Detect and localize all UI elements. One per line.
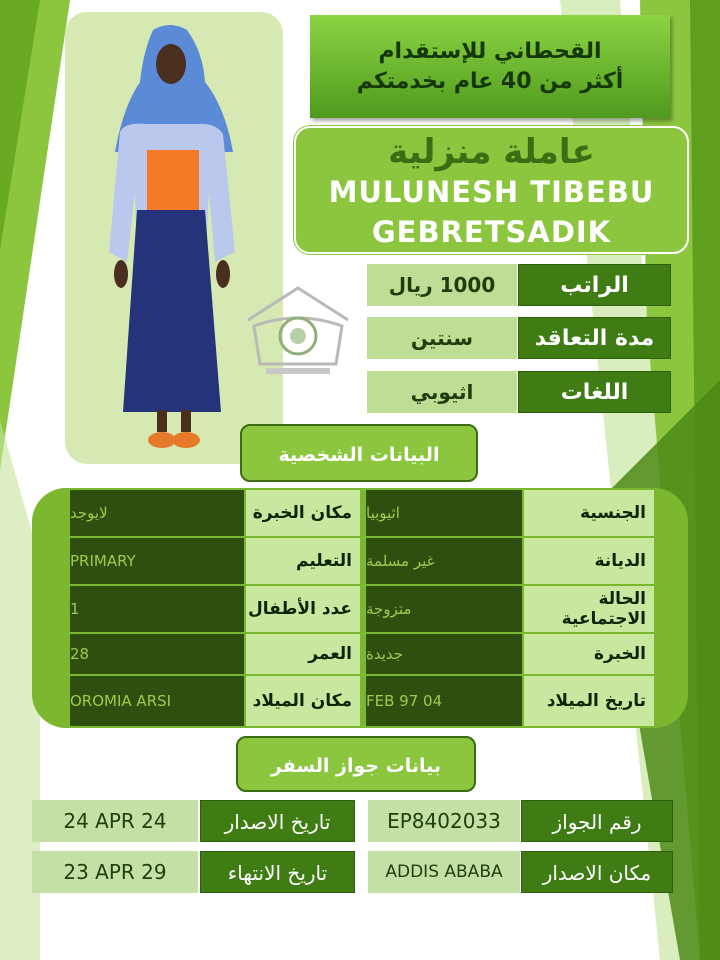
experience-value: جديدة bbox=[366, 634, 522, 674]
age-label: العمر bbox=[246, 634, 360, 674]
children-count-value: 1 bbox=[70, 586, 244, 632]
marital-status-label: الحالة الاجتماعية bbox=[524, 586, 654, 632]
expiry-date-label: تاريخ الانتهاء bbox=[200, 851, 355, 893]
age-value: 28 bbox=[70, 634, 244, 674]
marital-status-value: متزوجة bbox=[366, 586, 522, 632]
education-value: PRIMARY bbox=[70, 538, 244, 584]
children-count-label: عدد الأطفال bbox=[246, 586, 360, 632]
personal-data-title: البيانات الشخصية bbox=[240, 424, 478, 482]
education-label: التعليم bbox=[246, 538, 360, 584]
expiry-date-value: 23 APR 29 bbox=[32, 851, 198, 893]
experience-place-label: مكان الخبرة bbox=[246, 490, 360, 536]
worker-name-card bbox=[294, 126, 689, 254]
worker-photo bbox=[65, 12, 283, 464]
issue-date-label: تاريخ الاصدار bbox=[200, 800, 355, 842]
contract-duration-value: سنتين bbox=[367, 317, 517, 359]
experience-label: الخبرة bbox=[524, 634, 654, 674]
worker-name-line2: GEBRETSADIK bbox=[371, 215, 612, 249]
religion-label: الديانة bbox=[524, 538, 654, 584]
job-title: عاملة منزلية bbox=[388, 132, 595, 172]
agency-name: القحطاني للإستقدام bbox=[378, 39, 602, 64]
nationality-value: اثيوبيا bbox=[366, 490, 522, 536]
birth-date-label: تاريخ الميلاد bbox=[524, 676, 654, 726]
passport-number-label: رقم الجواز bbox=[521, 800, 673, 842]
issue-place-value: ADDIS ABABA bbox=[368, 851, 520, 893]
experience-place-value: لايوجد bbox=[70, 490, 244, 536]
passport-number-value: EP8402033 bbox=[368, 800, 520, 842]
photo-panel bbox=[65, 12, 283, 464]
issue-place-label: مكان الاصدار bbox=[521, 851, 673, 893]
salary-value: 1000 ريال bbox=[367, 264, 517, 306]
issue-date-value: 24 APR 24 bbox=[32, 800, 198, 842]
agency-logo-watermark bbox=[236, 280, 360, 380]
birth-place-label: مكان الميلاد bbox=[246, 676, 360, 726]
agency-header bbox=[310, 15, 670, 118]
birth-place-value: OROMIA ARSI bbox=[70, 676, 244, 726]
nationality-label: الجنسية bbox=[524, 490, 654, 536]
agency-slogan: أكثر من 40 عام بخدمتكم bbox=[356, 69, 624, 94]
birth-date-value: 04 FEB 97 bbox=[366, 676, 522, 726]
religion-value: غير مسلمة bbox=[366, 538, 522, 584]
worker-name-line1: MULUNESH TIBEBU bbox=[328, 175, 655, 209]
languages-value: اثيوبي bbox=[367, 371, 517, 413]
passport-data-title: بيانات جواز السفر bbox=[236, 736, 476, 792]
salary-label: الراتب bbox=[518, 264, 671, 306]
languages-label: اللغات bbox=[518, 371, 671, 413]
contract-duration-label: مدة التعاقد bbox=[518, 317, 671, 359]
